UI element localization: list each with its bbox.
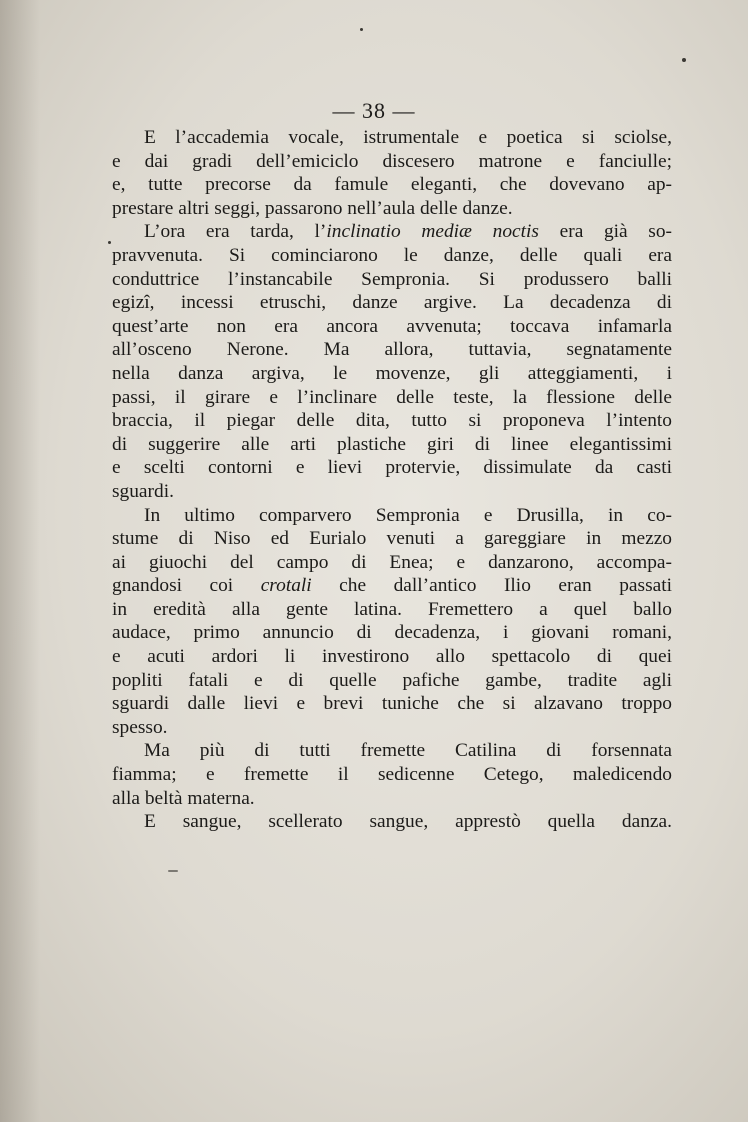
italic-phrase: crotali <box>260 575 312 597</box>
text-line: Ma più di tutti fremette Catilina di forsennata <box>144 740 672 762</box>
text-line: egizî, incessi etruschi, danze argive. La decadenza di <box>112 292 672 314</box>
text-line: e scelti contorni e lievi protervie, dissimulate da casti <box>112 457 672 479</box>
text-line: e, tutte precorse da famule eleganti, che dovevano ap- <box>112 174 672 196</box>
print-speck <box>360 28 363 31</box>
text-line: sguardi. <box>112 480 174 502</box>
text-line: sguardi dalle lievi e brevi tuniche che si alzavano troppo <box>112 693 672 715</box>
text-line: di suggerire alle arti plastiche giri di linee elegantissimi <box>112 433 672 455</box>
text-line: e dai gradi dell’emiciclo discesero matrone e fanciulle; <box>112 150 672 172</box>
text-line: ai giuochi del campo di Enea; e danzarono, accompa- <box>112 551 672 573</box>
italic-phrase: inclinatio mediæ noctis <box>326 221 539 243</box>
print-speck <box>682 58 686 62</box>
text-line: L’ora era tarda, l’inclinatio mediæ noctis era già so- <box>144 221 672 243</box>
text-line: in eredità alla gente latina. Fremettero a quel ballo <box>112 598 672 620</box>
text-line: E l’accademia vocale, istrumentale e poetica si sciolse, <box>144 127 672 148</box>
text-line: nella danza argiva, le movenze, gli atteggiamenti, i <box>112 362 672 384</box>
text-line: quest’arte non era ancora avvenuta; toccava infamarla <box>112 315 672 337</box>
text-line: passi, il girare e l’inclinare delle teste, la flessione delle <box>112 386 672 408</box>
text-line: popliti fatali e di quelle pafiche gambe, tradite agli <box>112 669 672 691</box>
text-line: spesso. <box>112 716 168 738</box>
text-line: In ultimo comparvero Sempronia e Drusilla, in co- <box>144 504 672 526</box>
text-line: gnandosi coi crotali che dall’antico Ilio eran passati <box>112 575 672 597</box>
print-speck <box>108 241 111 244</box>
text-line: prestare altri seggi, passarono nell’aula delle danze. <box>112 197 513 219</box>
text-line: braccia, il piegar delle dita, tutto si proponeva l’intento <box>112 410 672 432</box>
text-line: E sangue, scellerato sangue, apprestò quella danza. <box>144 811 672 833</box>
text-line: pravvenuta. Si cominciarono le danze, delle quali era <box>112 244 672 266</box>
body-text <box>112 126 672 834</box>
text-line: all’osceno Nerone. Ma allora, tuttavia, segnatamente <box>112 339 672 361</box>
page-number: — 38 — <box>332 98 416 123</box>
print-speck <box>168 870 178 872</box>
text-line: fiamma; e fremette il sedicenne Cetego, maledicendo <box>112 764 672 786</box>
text-line: audace, primo annuncio di decadenza, i giovani romani, <box>112 622 672 644</box>
text-line: stume di Niso ed Eurialo venuti a gareggiare in mezzo <box>112 528 672 550</box>
text-line: e acuti ardori li investirono allo spettacolo di quei <box>112 646 672 668</box>
text-line: alla beltà materna. <box>112 787 255 809</box>
text-line: conduttrice l’instancabile Sempronia. Si produssero balli <box>112 268 672 290</box>
